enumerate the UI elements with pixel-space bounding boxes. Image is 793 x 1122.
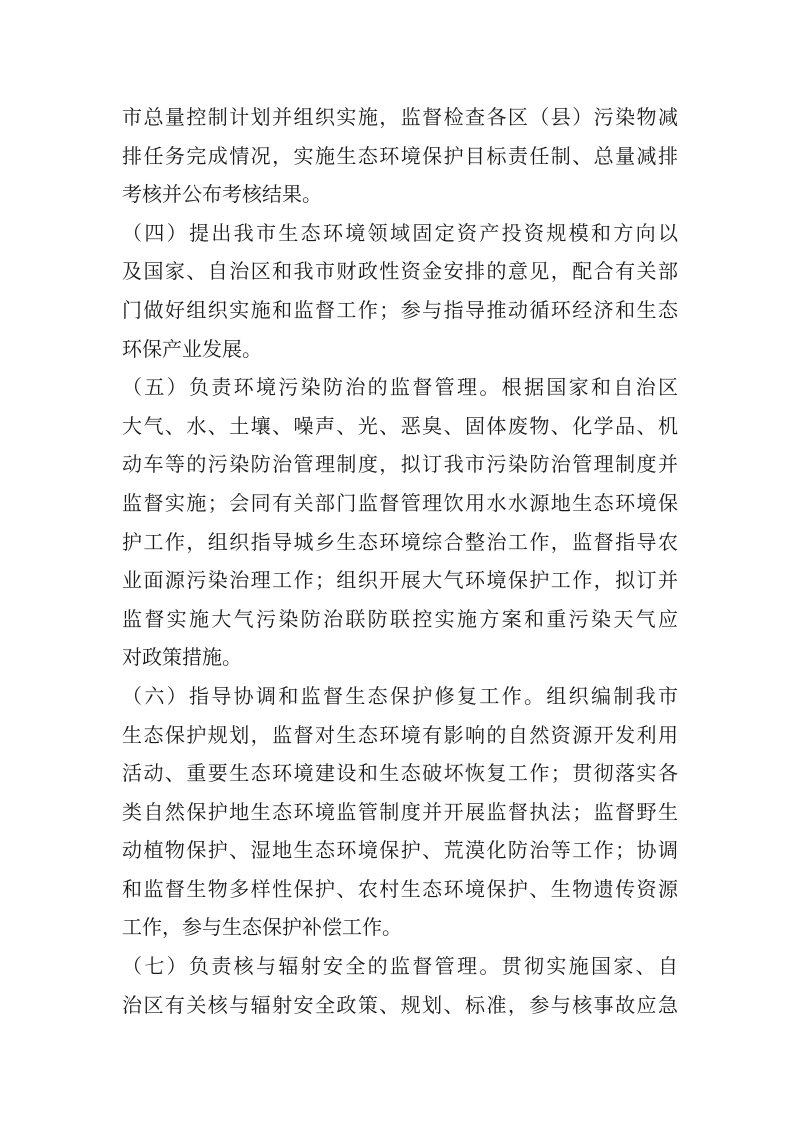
text-line: 考核并公布考核结果。 xyxy=(122,182,322,207)
text-line: （五）负责环境污染防治的监督管理。根据国家和自治区 xyxy=(122,375,678,400)
body-text xyxy=(122,98,678,1024)
text-line: 类自然保护地生态环境监管制度并开展监督执法；监督野生 xyxy=(122,799,678,824)
text-line: 监督实施大气污染防治联防联控实施方案和重污染天气应 xyxy=(122,606,678,631)
text-line: 护工作，组织指导城乡生态环境综合整治工作，监督指导农 xyxy=(122,529,678,554)
text-line: 活动、重要生态环境建设和生态破坏恢复工作；贯彻落实各 xyxy=(122,761,678,786)
text-line: 市总量控制计划并组织实施，监督检查各区（县）污染物减 xyxy=(122,105,678,129)
text-line: （六）指导协调和监督生态保护修复工作。组织编制我市 xyxy=(122,683,678,708)
text-line: 动车等的污染防治管理制度，拟订我市污染防治管理制度并 xyxy=(122,452,678,477)
text-line: 大气、水、土壤、噪声、光、恶臭、固体废物、化学品、机 xyxy=(122,413,678,438)
text-line: 门做好组织实施和监督工作；参与指导推动循环经济和生态 xyxy=(122,297,678,322)
text-line: 工作，参与生态保护补偿工作。 xyxy=(122,915,402,940)
text-line: 和监督生物多样性保护、农村生态环境保护、生物遗传资源 xyxy=(122,876,678,901)
text-line: 监督实施；会同有关部门监督管理饮用水水源地生态环境保 xyxy=(122,490,678,515)
text-line: 对政策措施。 xyxy=(122,645,242,670)
text-line: 排任务完成情况，实施生态环境保护目标责任制、总量减排 xyxy=(122,143,678,168)
text-line: 及国家、自治区和我市财政性资金安排的意见，配合有关部 xyxy=(122,259,678,284)
text-line: 业面源污染治理工作；组织开展大气环境保护工作，拟订并 xyxy=(122,568,678,593)
text-line: 生态保护规划，监督对生态环境有影响的自然资源开发利用 xyxy=(122,722,678,747)
text-line: （七）负责核与辐射安全的监督管理。贯彻实施国家、自 xyxy=(122,954,678,979)
text-line: 环保产业发展。 xyxy=(122,336,262,361)
text-line: （四）提出我市生态环境领域固定资产投资规模和方向以 xyxy=(122,220,678,245)
text-line: 治区有关核与辐射安全政策、规划、标准，参与核事故应急 xyxy=(122,992,678,1017)
text-line: 动植物保护、湿地生态环境保护、荒漠化防治等工作；协调 xyxy=(122,838,678,863)
